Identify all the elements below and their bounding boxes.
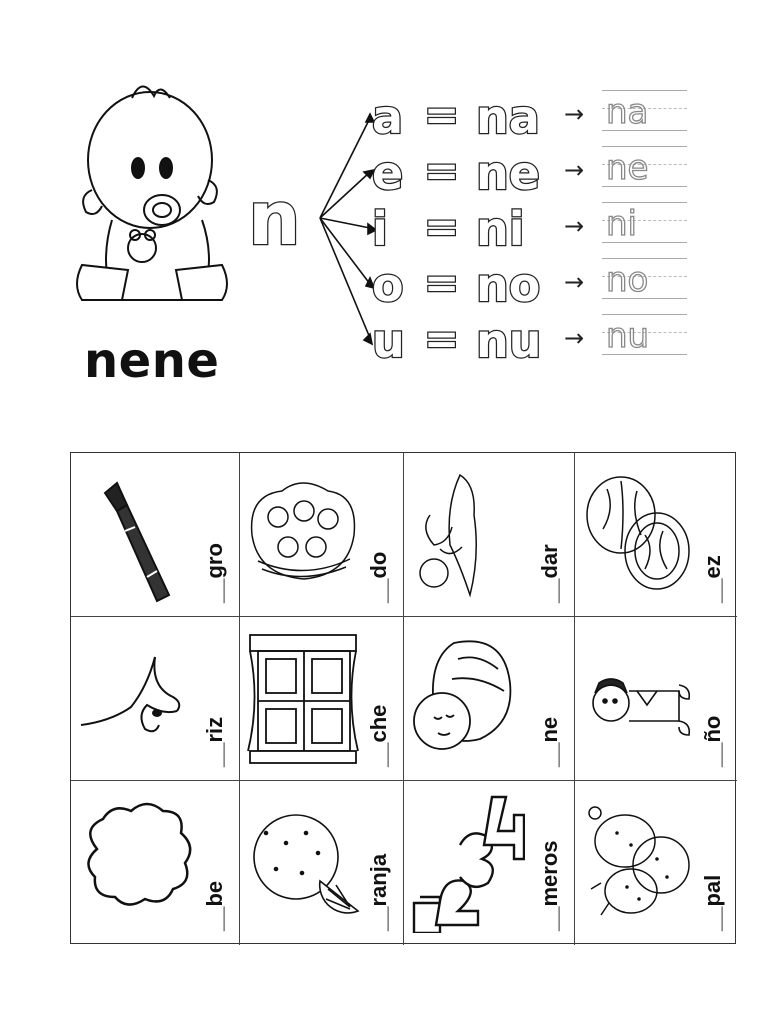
consonant-letter: n [248,176,301,262]
incomplete-word: __gro [202,543,227,603]
grid-cell [71,781,240,945]
numbers-icon [410,793,525,933]
grid-cell [240,453,404,617]
word-completion-grid [70,452,736,944]
syllable-row-i [372,202,702,256]
grid-cell [71,453,240,617]
tracing-box [602,314,687,358]
tracing-syllable: nu [606,316,650,356]
swimming-icon [410,465,525,605]
tracing-syllable: ne [606,148,649,188]
equals-sign: = [424,202,460,251]
arrow-right-icon: → [564,156,585,184]
equals-sign: = [424,258,460,307]
syllable-row-o [372,258,702,312]
arrow-right-icon: → [564,100,585,128]
syllable: nu [476,314,542,368]
incomplete-word: __ño [700,715,725,767]
baby-illustration-icon [72,70,232,315]
incomplete-word: __ne [537,716,562,767]
picture-word: nene [84,333,220,389]
grid-cell [404,617,575,781]
branch-arrows-icon [318,100,378,360]
arrow-right-icon: → [564,212,585,240]
grid-cell [575,781,737,945]
incomplete-word: __ez [700,555,725,603]
grid-cell [240,617,404,781]
incomplete-word: __do [366,551,391,603]
grid-cell [575,453,737,617]
equals-sign: = [424,90,460,139]
syllable: no [476,258,541,312]
vowel: i [372,202,388,256]
vowel: u [372,314,405,368]
tracing-syllable: no [606,260,649,300]
tracing-box [602,202,687,246]
syllable: na [476,90,540,144]
tracing-syllable: ni [606,204,637,244]
grid-cell [240,781,404,945]
grid-cell [575,617,737,781]
syllable-row-a [372,90,702,144]
syllable: ni [476,202,525,256]
vowel: a [372,90,404,144]
syllable: ne [476,146,540,200]
incomplete-word: __dar [537,544,562,603]
arrow-right-icon: → [564,324,585,352]
tracing-box [602,146,687,190]
nose-icon [77,629,192,769]
incomplete-word: __riz [202,716,227,767]
equals-sign: = [424,146,460,195]
syllable-row-e [372,146,702,200]
incomplete-word: __meros [537,840,562,931]
grid-cell [71,617,240,781]
tracing-box [602,90,687,134]
tracing-syllable: na [606,92,649,132]
cloud-icon [77,793,192,933]
incomplete-word: __pal [700,874,725,931]
arrow-right-icon: → [564,268,585,296]
grid-cell [404,781,575,945]
window-night-icon [246,629,361,769]
tracing-box [602,258,687,302]
incomplete-word: __ranja [366,853,391,931]
vowel: o [372,258,404,312]
crayon-icon [77,465,192,605]
baby-bundle-icon [410,629,525,769]
incomplete-word: __be [202,880,227,931]
vowel: e [372,146,404,200]
equals-sign: = [424,314,460,363]
incomplete-word: __che [366,704,391,767]
orange-icon [246,793,361,933]
nest-icon [246,465,361,605]
grid-cell [404,453,575,617]
cactus-icon [581,793,696,933]
walnut-icon [581,465,696,605]
boy-icon [581,629,696,769]
syllable-row-u [372,314,702,368]
